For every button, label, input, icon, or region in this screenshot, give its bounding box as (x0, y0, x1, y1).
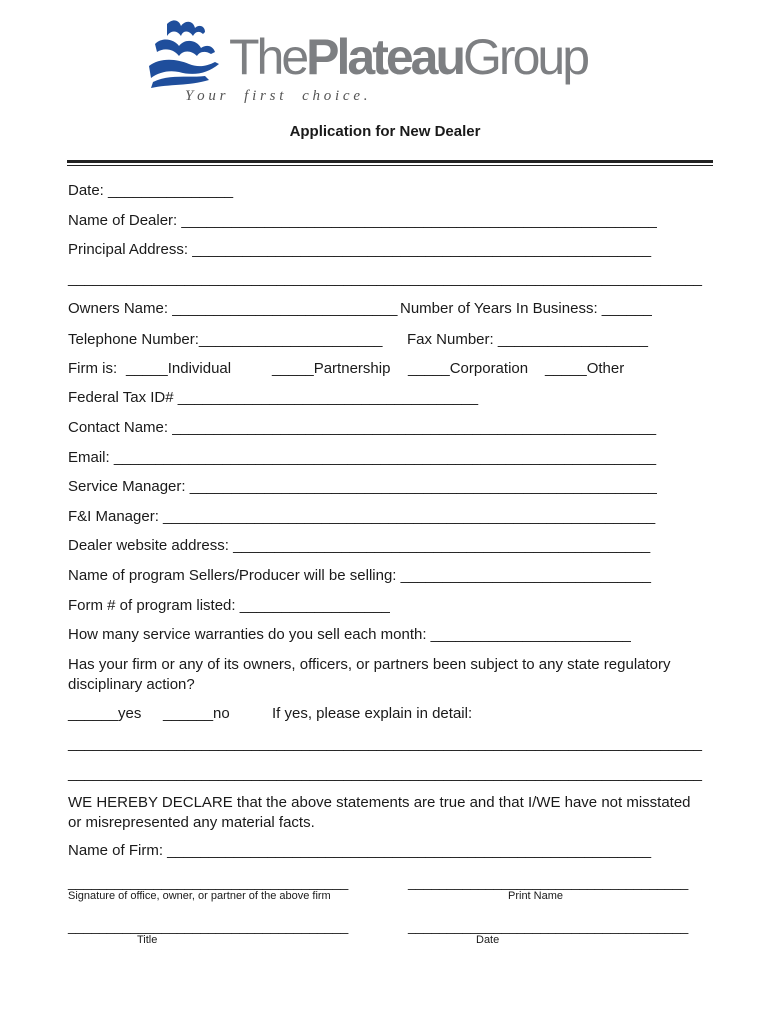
service-manager-field[interactable]: Service Manager: ________________________________________________________ (68, 478, 657, 495)
address-line-2[interactable]: ____________________________________________________________________________ (68, 270, 703, 287)
regulatory-question: Has your firm or any of its owners, officers, or partners been subject to any state regulatory disciplinary action? (68, 656, 671, 693)
explain-label: If yes, please explain in detail: (272, 705, 473, 722)
plateau-mountain-icon (145, 16, 225, 88)
firm-corporation-option[interactable]: _____Corporation (408, 360, 529, 377)
company-logo (145, 14, 645, 114)
logo-wordmark: ThePlateauGroup (229, 29, 587, 85)
form-number-field[interactable]: Form # of program listed: __________________ (68, 597, 390, 614)
date-field[interactable]: Date: _______________ (68, 182, 234, 199)
header-rule-thin (67, 165, 713, 166)
explain-line-1[interactable]: ____________________________________________________________________________ (68, 735, 703, 752)
signature-line[interactable]: ____________________________________ (68, 874, 349, 890)
print-name-line[interactable]: ____________________________________ (408, 874, 689, 890)
regulatory-no-option[interactable]: ______no (163, 705, 230, 722)
explain-line-2[interactable]: ____________________________________________________________________________ (68, 765, 703, 782)
owners-name-field[interactable]: Owners Name: ___________________________ (68, 300, 398, 317)
form-title: Application for New Dealer (289, 123, 481, 140)
principal-address-field[interactable]: Principal Address: _______________________________________________________ (68, 241, 652, 258)
program-sellers-field[interactable]: Name of program Sellers/Producer will be selling: ______________________________ (68, 567, 651, 584)
signature-label: Signature of office, owner, or partner of the above firm (68, 890, 331, 902)
declaration-text: WE HEREBY DECLARE that the above statements are true and that I/WE have not misstated or misrepresented any material facts. (68, 794, 691, 831)
firm-type-label: Firm is: (68, 360, 118, 377)
email-field[interactable]: Email: _________________________________________________________________ (68, 449, 657, 466)
dealer-website-field[interactable]: Dealer website address: __________________________________________________ (68, 537, 651, 554)
firm-name-field[interactable]: Name of Firm: __________________________________________________________ (68, 842, 652, 859)
header-rule (67, 160, 713, 163)
warranties-per-month-field[interactable]: How many service warranties do you sell each month: ________________________ (68, 626, 631, 643)
regulatory-yes-option[interactable]: ______yes (68, 705, 142, 722)
date-signed-line[interactable]: ____________________________________ (408, 918, 689, 934)
dealer-name-field[interactable]: Name of Dealer: _________________________________________________________ (68, 212, 657, 229)
firm-partnership-option[interactable]: _____Partnership (272, 360, 391, 377)
fax-field[interactable]: Fax Number: __________________ (407, 331, 649, 348)
date-signed-label: Date (476, 934, 500, 946)
federal-tax-id-field[interactable]: Federal Tax ID# ____________________________________ (68, 389, 479, 406)
fi-manager-field[interactable]: F&I Manager: ___________________________________________________________ (68, 508, 656, 525)
title-label: Title (137, 934, 158, 946)
telephone-field[interactable]: Telephone Number:______________________ (68, 331, 383, 348)
logo-tagline: Y o u r f i r s t c h o i c e . (185, 88, 368, 104)
firm-individual-option[interactable]: _____Individual (126, 360, 232, 377)
years-in-business-field[interactable]: Number of Years In Business: ______ (400, 300, 652, 317)
title-line[interactable]: ____________________________________ (68, 918, 349, 934)
print-name-label: Print Name (508, 890, 564, 902)
contact-name-field[interactable]: Contact Name: __________________________________________________________ (68, 419, 657, 436)
firm-other-option[interactable]: _____Other (545, 360, 625, 377)
